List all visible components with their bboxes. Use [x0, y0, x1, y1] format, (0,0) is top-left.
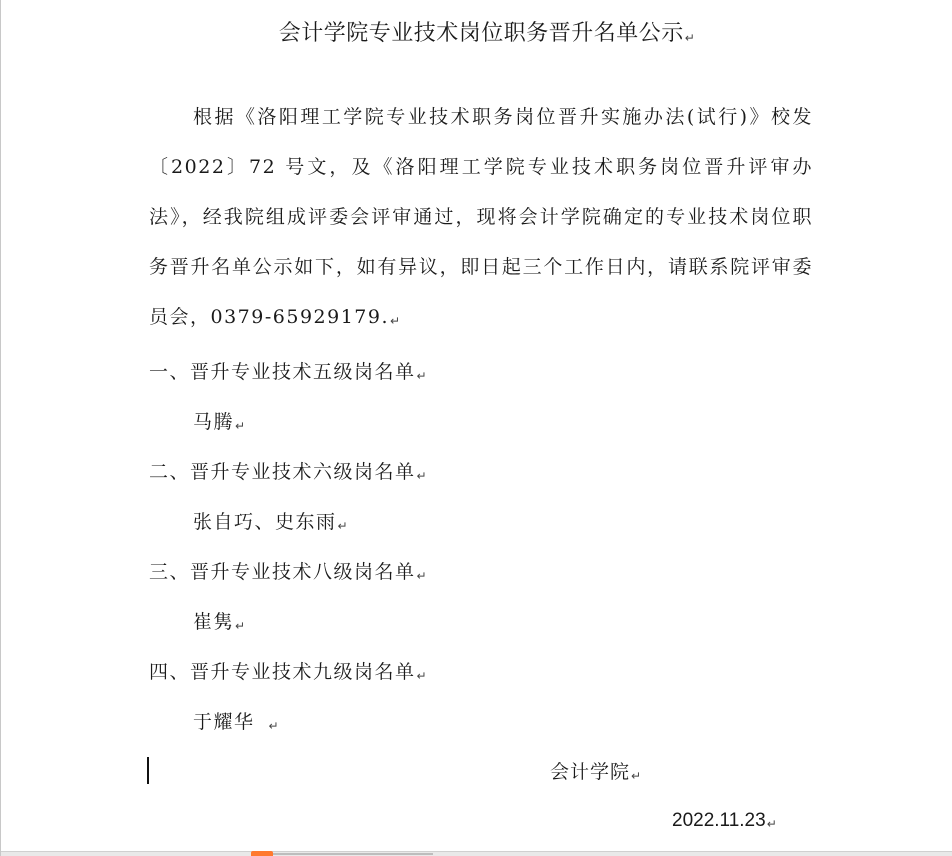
- bottom-divider: [273, 853, 433, 855]
- paragraph-mark-icon: ↵: [416, 569, 429, 583]
- section-names-1: 马腾↵: [193, 411, 247, 433]
- section-names-3: 崔隽↵: [193, 611, 247, 633]
- intro-paragraph: 根据《洛阳理工学院专业技术职务岗位晋升实施办法(试行)》校发〔2022〕72 号文，及《洛阳理工学院专业技术职务岗位晋升评审办法》，经我院组成评委会评审通过，现将会计学院确定的专业技术岗位职务晋升名单公示如下，如有异议，即日起三个工作日内，请联系院评审委员会，0379-65929179.↵: [149, 106, 813, 328]
- section-heading-3: 三、晋升专业技术八级岗名单↵: [149, 561, 429, 583]
- text-cursor: [147, 757, 149, 784]
- bottom-scroll-strip: [1, 851, 952, 856]
- paragraph-mark-icon: ↵: [684, 31, 696, 45]
- signature-text: 会计学院↵: [550, 761, 643, 783]
- paragraph-mark-icon: ↵: [268, 719, 281, 733]
- bottom-accent-tab: [251, 851, 273, 856]
- paragraph-mark-icon: ↵: [337, 519, 350, 533]
- paragraph-mark-icon: ↵: [766, 817, 777, 831]
- section-heading-2: 二、晋升专业技术六级岗名单↵: [149, 461, 429, 483]
- paragraph-mark-icon: ↵: [390, 314, 402, 328]
- paragraph-mark-icon: ↵: [416, 369, 429, 383]
- document-title: 会计学院专业技术岗位职务晋升名单公示↵: [278, 21, 696, 46]
- document-date: 2022.11.23↵: [672, 810, 777, 831]
- section-names-4: 于耀华 ↵: [193, 711, 281, 733]
- paragraph-mark-icon: ↵: [631, 769, 643, 783]
- section-heading-1: 一、晋升专业技术五级岗名单↵: [149, 361, 429, 383]
- section-heading-4: 四、晋升专业技术九级岗名单↵: [149, 661, 429, 683]
- section-names-2: 张自巧、史东雨↵: [193, 511, 350, 533]
- paragraph-mark-icon: ↵: [416, 669, 429, 683]
- paragraph-mark-icon: ↵: [235, 619, 247, 633]
- paragraph-mark-icon: ↵: [416, 469, 429, 483]
- paragraph-mark-icon: ↵: [235, 419, 247, 433]
